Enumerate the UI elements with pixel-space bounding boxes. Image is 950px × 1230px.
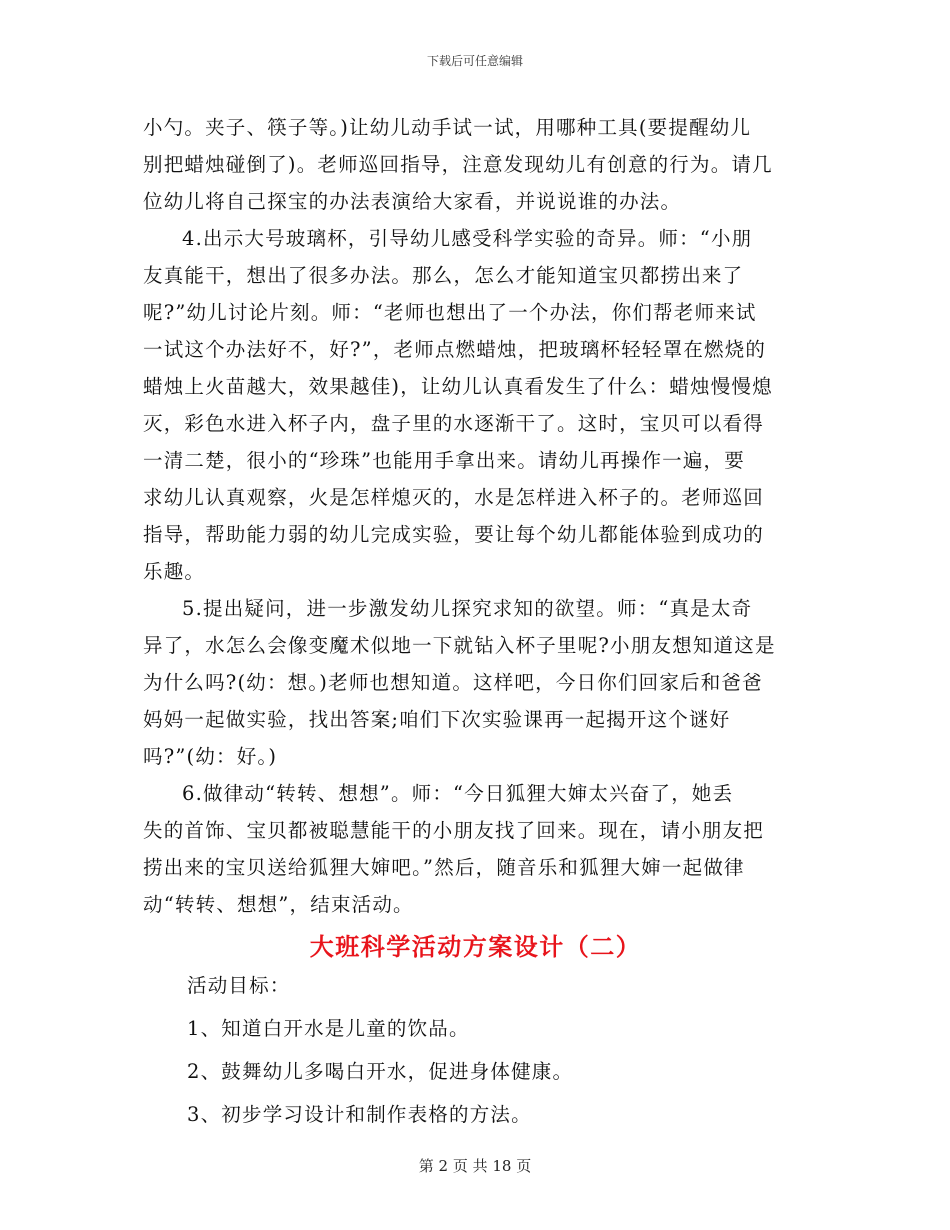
goal-item: 3、初步学习设计和制作表格的方法。 bbox=[187, 1103, 532, 1126]
text-line: 灭，彩色水进入杯子内，盘子里的水逐渐干了。这时，宝贝可以看得 bbox=[143, 412, 765, 435]
text-line: 吗?”(幼：好。) bbox=[143, 745, 278, 768]
page-header-note: 下载后可任意编辑 bbox=[426, 54, 523, 68]
page-number-footer: 第 2 页 共 18 页 bbox=[418, 1157, 532, 1175]
text-line: 小勺。夹子、筷子等。)让幼儿动手试一试，用哪种工具(要提醒幼儿 bbox=[143, 116, 752, 139]
document-body bbox=[143, 109, 808, 1139]
text-line: 位幼儿将自己探宝的办法表演给大家看，并说说谁的办法。 bbox=[143, 190, 682, 213]
text-line: 别把蜡烛碰倒了)。老师巡回指导，注意发现幼儿有创意的行为。请几 bbox=[143, 153, 773, 176]
text-line: 妈妈一起做实验，找出答案;咱们下次实验课再一起揭开这个谜好 bbox=[143, 708, 731, 731]
goals-label: 活动目标： bbox=[187, 974, 291, 997]
text-line: 失的首饰、宝贝都被聪慧能干的小朋友找了回来。现在，请小朋友把 bbox=[143, 819, 765, 842]
text-line: 一清二楚，很小的“珍珠”也能用手拿出来。请幼儿再操作一遍，要 bbox=[143, 449, 745, 472]
text-line: 友真能干，想出了很多办法。那么，怎么才能知道宝贝都捞出来了 bbox=[143, 264, 744, 287]
text-line: 蜡烛上火苗越大，效果越佳)，让幼儿认真看发生了什么：蜡烛慢慢熄 bbox=[143, 375, 773, 398]
text-line: 动“转转、想想”，结束活动。 bbox=[143, 893, 414, 916]
text-line: 5.提出疑问，进一步激发幼儿探究求知的欲望。师：“真是太奇 bbox=[182, 597, 753, 620]
goal-item: 1、知道白开水是儿童的饮品。 bbox=[187, 1017, 470, 1040]
goal-item: 2、鼓舞幼儿多喝白开水，促进身体健康。 bbox=[187, 1060, 574, 1083]
section-title: 大班科学活动方案设计（二） bbox=[309, 932, 642, 961]
text-line: 4.出示大号玻璃杯，引导幼儿感受科学实验的奇异。师：“小朋 bbox=[182, 227, 753, 250]
text-line: 一试这个办法好不，好?”，老师点燃蜡烛，把玻璃杯轻轻罩在燃烧的 bbox=[143, 338, 767, 361]
paragraph-step-6 bbox=[143, 775, 808, 923]
paragraph-step-4 bbox=[143, 220, 808, 590]
paragraph-continuation bbox=[143, 109, 808, 220]
text-line: 6.做律动“转转、想想”。师：“今日狐狸大婶太兴奋了，她丢 bbox=[182, 782, 734, 805]
text-line: 捞出来的宝贝送给狐狸大婶吧。”然后，随音乐和狐狸大婶一起做律 bbox=[143, 856, 745, 879]
text-line: 异了，水怎么会像变魔术似地一下就钻入杯子里呢?小朋友想知道这是 bbox=[143, 634, 776, 657]
text-line: 求幼儿认真观察，火是怎样熄灭的，水是怎样进入杯子的。老师巡回 bbox=[143, 486, 765, 509]
text-line: 呢?”幼儿讨论片刻。师：“老师也想出了一个办法，你们帮老师来试 bbox=[143, 301, 757, 324]
text-line: 乐趣。 bbox=[143, 560, 206, 583]
text-line: 为什么吗?(幼：想。)老师也想知道。这样吧，今日你们回家后和爸爸 bbox=[143, 671, 763, 694]
text-line: 指导，帮助能力弱的幼儿完成实验，要让每个幼儿都能体验到成功的 bbox=[143, 523, 765, 546]
paragraph-step-5 bbox=[143, 590, 808, 775]
